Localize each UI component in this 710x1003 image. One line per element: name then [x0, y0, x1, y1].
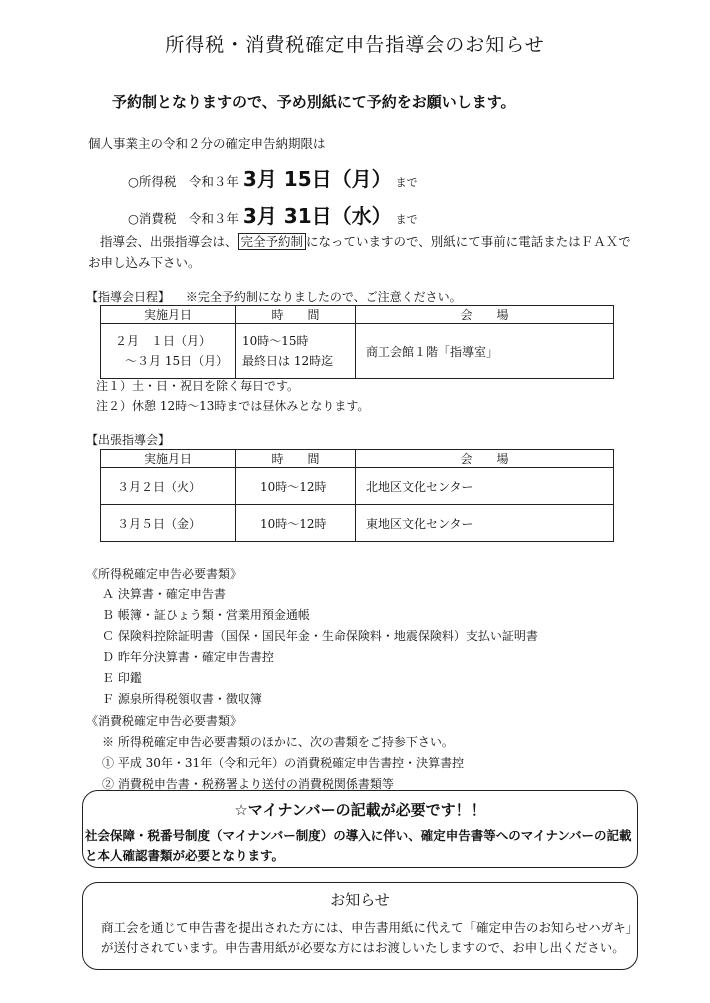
mynumber-line: 社会保障・税番号制度（マイナンバー制度）の導入に伴い、確定申告書等へのマイナンバーの記載	[85, 828, 632, 843]
guidance-date-cell	[101, 324, 236, 379]
reservation-note	[100, 232, 631, 250]
notice-line: 商工会を通じて申告書を提出された方には、申告書用紙に代えて「確定申告のお知らせハガキ」	[101, 920, 639, 935]
date-line: ～３月 15日（月）	[125, 354, 229, 368]
outreach-venue: 北地区文化センター	[356, 468, 614, 505]
deadline-income-tax	[128, 163, 418, 192]
list-item: Ｄ 昨年分決算書・確定申告書控	[102, 650, 274, 664]
deadline-prefix: ○所得税 令和３年	[128, 174, 239, 189]
notice-line: が送付されています。申告書用紙が必要な方にはお渡しいたしますので、お申し出ください。	[101, 940, 625, 955]
notice-heading: お知らせ	[330, 891, 390, 909]
date-line: ２月 １日（月）	[115, 334, 212, 348]
outreach-time: 10時～12時	[236, 468, 356, 505]
mynumber-heading: ☆マイナンバーの記載が必要です！！	[234, 801, 486, 819]
page-title: 所得税・消費税確定申告指導会のお知らせ	[165, 34, 545, 56]
table-header-row	[101, 306, 614, 324]
outreach-table	[100, 449, 614, 542]
header-date: 実施月日	[101, 450, 236, 468]
deadline-prefix: ○消費税 令和３年	[128, 211, 239, 226]
note-text: になっていますので、別紙にて事前に電話またはＦＡＸで	[306, 234, 631, 249]
table-row	[101, 324, 614, 379]
reservation-note-line2: お申し込み下さい。	[88, 255, 201, 270]
list-item: Ｆ 源泉所得税領収書・徴収簿	[102, 692, 262, 706]
list-item: ① 平成 30年・31年（令和元年）の消費税確定申告書控・決算書控	[102, 756, 465, 770]
deadline-consumption-tax	[128, 200, 418, 229]
guidance-note-2: 注２）休憩 12時～13時までは昼休みとなります。	[96, 399, 370, 413]
guidance-time-cell	[236, 324, 356, 379]
outreach-venue: 東地区文化センター	[356, 505, 614, 542]
table-header-row	[101, 450, 614, 468]
list-item: Ａ 決算書・確定申告書	[102, 587, 226, 601]
deadline-date: 3月 15日（月）	[242, 167, 392, 191]
table-row	[101, 505, 614, 542]
guidance-label-row	[86, 288, 462, 305]
header-venue: 会 場	[356, 306, 614, 324]
header-venue: 会 場	[356, 450, 614, 468]
outreach-label: 【出張指導会】	[86, 433, 171, 447]
list-item: ※ 所得税確定申告必要書類のほかに、次の書類をご持参下さい。	[102, 735, 454, 749]
outreach-date: ３月２日（火）	[101, 468, 236, 505]
note-text: 指導会、出張指導会は、	[100, 234, 238, 249]
guidance-table	[100, 305, 614, 379]
outreach-time: 10時～12時	[236, 505, 356, 542]
list-item: Ｅ 印鑑	[102, 671, 142, 685]
reservation-subtitle: 予約制となりますので、予め別紙にて予約をお願いします。	[112, 93, 516, 111]
mynumber-line: と本人確認書類が必要となります。	[85, 848, 285, 863]
guidance-note: ※完全予約制になりましたので、ご注意ください。	[185, 290, 462, 304]
header-time: 時 間	[236, 450, 356, 468]
time-line: 最終日は 12時迄	[242, 354, 334, 368]
deadline-suffix: まで	[395, 213, 418, 226]
time-line: 10時～15時	[242, 334, 309, 348]
table-row	[101, 468, 614, 505]
notice-box	[82, 882, 638, 970]
list-item: ② 消費税申告書・税務署より送付の消費税関係書類等	[102, 777, 394, 791]
list-item: Ｂ 帳簿・証ひょう類・営業用預金通帳	[102, 608, 310, 622]
guidance-note-1: 注１）土・日・祝日を除く毎日です。	[96, 379, 300, 393]
deadline-date: 3月 31日（水）	[242, 204, 392, 228]
deadline-suffix: まで	[395, 176, 418, 189]
header-date: 実施月日	[101, 306, 236, 324]
consumption-tax-docs-heading: 《消費税確定申告必要書類》	[86, 714, 243, 728]
outreach-date: ３月５日（金）	[101, 505, 236, 542]
mynumber-notice-box	[82, 790, 638, 868]
mynumber-body	[83, 826, 637, 866]
full-reservation-badge: 完全予約制	[238, 233, 307, 250]
list-item: Ｃ 保険料控除証明書（国保・国民年金・生命保険料・地震保険料）支払い証明書	[102, 629, 538, 643]
header-time: 時 間	[236, 306, 356, 324]
deadline-intro: 個人事業主の令和２分の確定申告納期限は	[88, 136, 326, 151]
income-tax-docs-heading: 《所得税確定申告必要書類》	[86, 567, 243, 581]
notice-body	[83, 918, 637, 958]
guidance-label: 【指導会日程】	[86, 290, 171, 304]
guidance-venue-cell: 商工会館１階「指導室」	[356, 324, 614, 379]
